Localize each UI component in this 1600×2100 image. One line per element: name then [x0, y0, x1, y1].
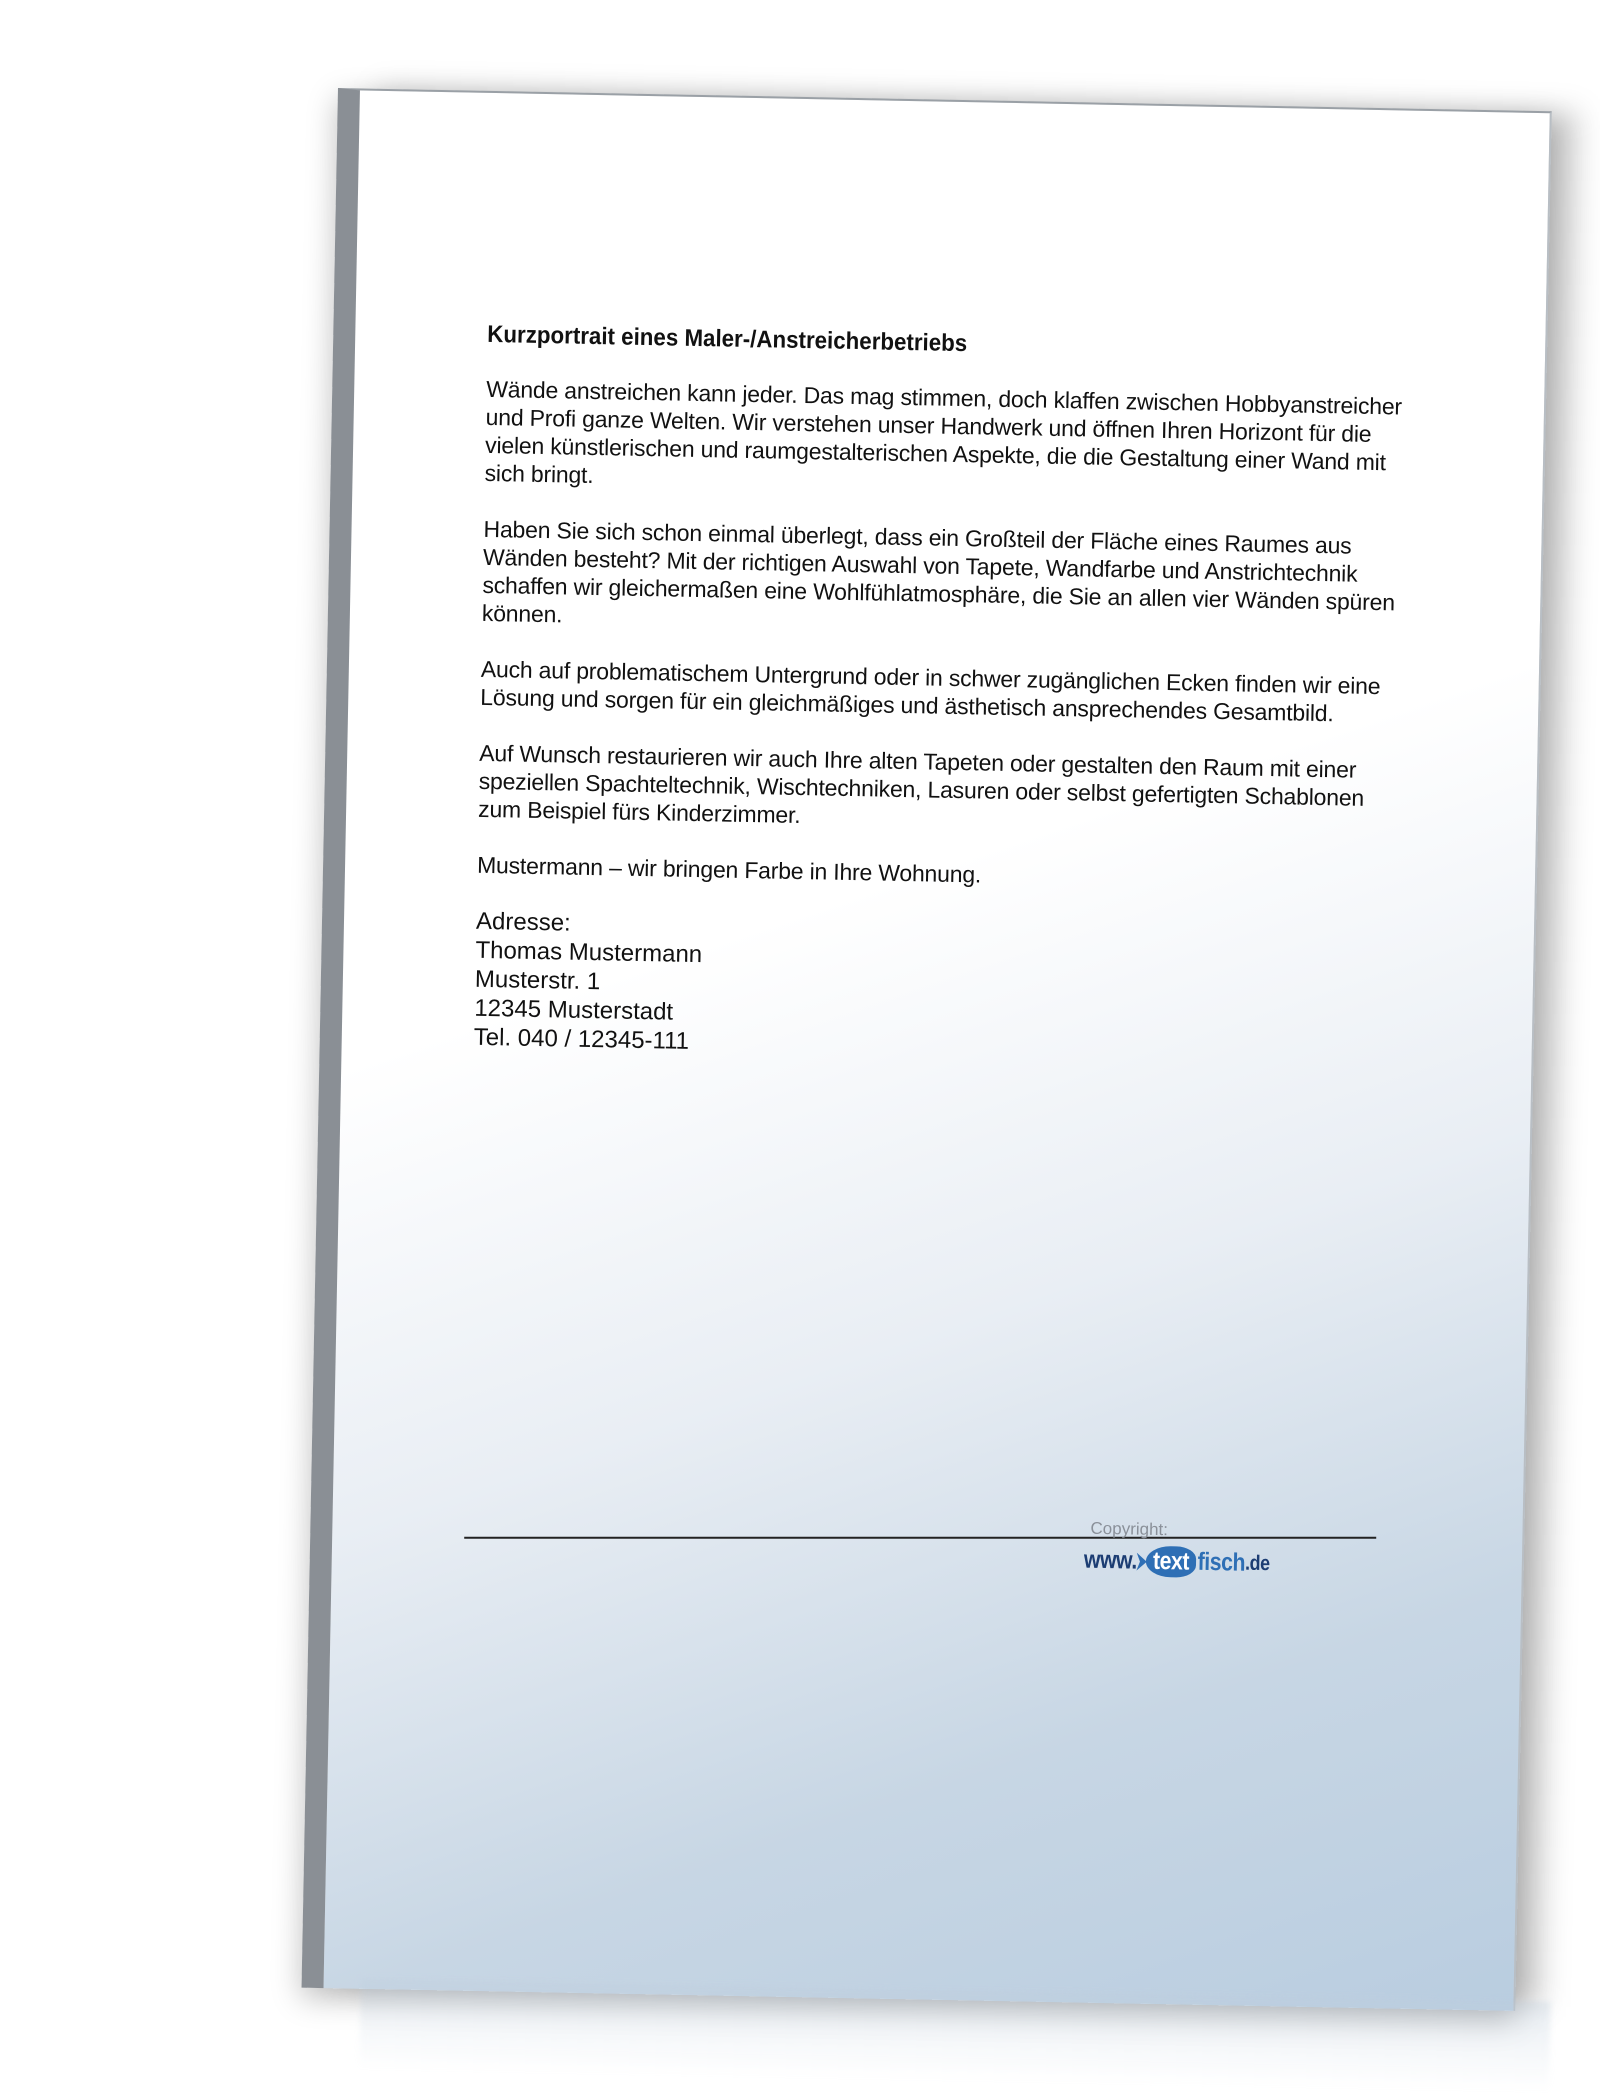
logo-fisch: fisch [1197, 1547, 1246, 1577]
paragraph-1: Wände anstreichen kann jeder. Das mag stimmen, doch klaffen zwischen Hobbyanstreicher und Profi ganze Welten. Wir verstehen unser Handwerk und öffnen Ihren Horizont für die vielen künstlerischen und raumgestalterischen Aspekte, die die Gestaltung einer Wand mit sich bringt. [484, 375, 1403, 488]
copyright-label: Copyright: [1090, 1518, 1169, 1540]
address-block [474, 907, 1397, 1070]
logo-text: text [1146, 1546, 1196, 1578]
address-city: 12345 Musterstadt [474, 994, 674, 1026]
copyright-block [1084, 1519, 1305, 1580]
address-label: Adresse: [475, 907, 571, 937]
textfisch-logo [1084, 1545, 1272, 1580]
address-street: Musterstr. 1 [474, 965, 601, 996]
logo-de: .de [1244, 1551, 1270, 1575]
logo-www: www. [1083, 1545, 1138, 1575]
document-body [474, 321, 1408, 1070]
paragraph-3: Auch auf problematischem Untergrund oder in schwer zugänglichen Ecken finden wir eine Lösung und sorgen für ein gleichmäßiges und ästhetisch ansprechendes Gesamtbild. [480, 655, 1381, 727]
document-page [302, 88, 1552, 2011]
paragraph-2: Haben Sie sich schon einmal überlegt, dass ein Großteil der Fläche eines Raumes aus Wänden besteht? Mit der richtigen Auswahl von Tapete, Wandfarbe und Anstrichtechnik schaffen wir gleichermaßen eine Wohlfühlatmosphäre, die Sie an allen vier Wänden spüren können. [481, 515, 1396, 628]
document-title: Kurzportrait eines Maler-/Anstreicherbetriebs [487, 320, 968, 358]
closing-slogan: Mustermann – wir bringen Farbe in Ihre Wohnung. [476, 851, 982, 888]
address-name: Thomas Mustermann [475, 936, 703, 969]
paragraph-4: Auf Wunsch restaurieren wir auch Ihre alten Tapeten oder gestalten den Raum mit einer speziellen Spachteltechnik, Wischtechniken, Lasuren oder selbst gefertigten Schablonen zum Beispiel fürs Kinderzimmer. [477, 739, 1365, 829]
address-phone: Tel. 040 / 12345-111 [473, 1023, 690, 1055]
